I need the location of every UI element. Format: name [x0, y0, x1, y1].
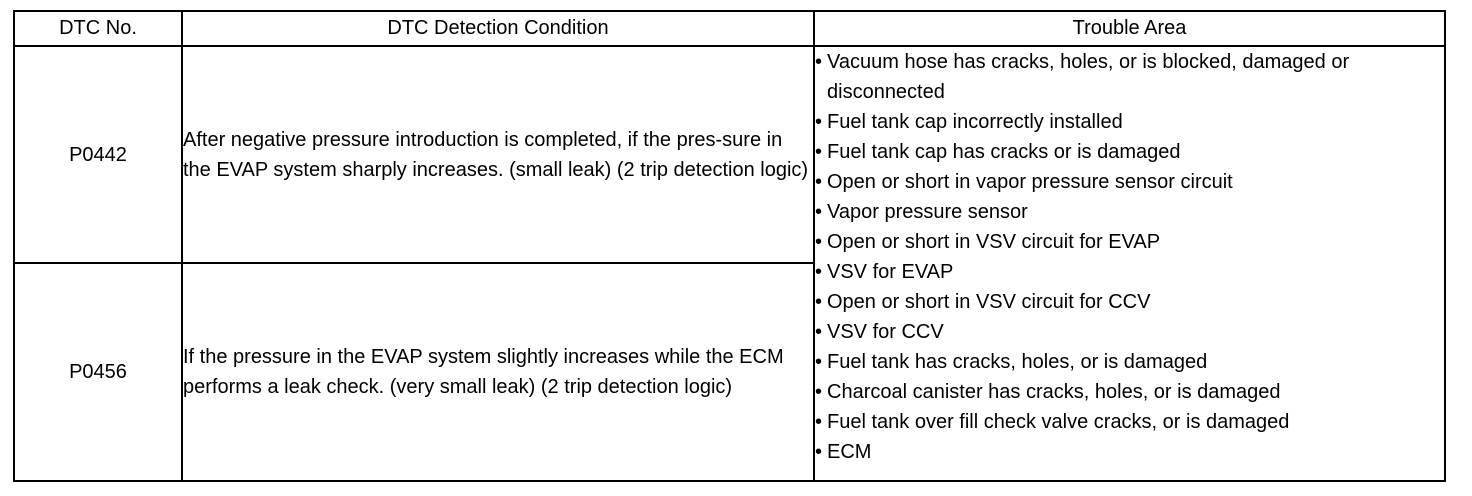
list-item	[815, 437, 1444, 467]
list-item	[815, 317, 1444, 347]
bullet-icon: •	[815, 231, 823, 253]
dtc-table	[13, 10, 1446, 482]
trouble-area-text: Open or short in VSV circuit for EVAP	[827, 231, 1161, 253]
trouble-area-text: VSV for EVAP	[827, 261, 954, 283]
trouble-area-text: Fuel tank has cracks, holes, or is damaged	[827, 351, 1208, 373]
header-trouble-area: Trouble Area	[814, 11, 1445, 46]
list-item	[815, 287, 1444, 317]
list-item	[815, 167, 1444, 197]
list-item	[815, 197, 1444, 227]
trouble-area-list	[815, 47, 1444, 467]
bullet-icon: •	[815, 351, 823, 373]
list-item	[815, 137, 1444, 167]
trouble-area-cell	[814, 46, 1445, 481]
trouble-area-text: VSV for CCV	[827, 321, 944, 343]
bullet-icon: •	[815, 111, 823, 133]
header-row	[14, 11, 1445, 46]
bullet-icon: •	[815, 291, 823, 313]
trouble-area-text: Vacuum hose has cracks, holes, or is blocked, damaged or disconnected	[827, 51, 1350, 103]
header-detection-condition: DTC Detection Condition	[182, 11, 814, 46]
bullet-icon: •	[815, 411, 823, 433]
header-dtc-no: DTC No.	[14, 11, 182, 46]
dtc-code-cell: P0442	[14, 46, 182, 263]
trouble-area-text: ECM	[827, 441, 872, 463]
trouble-area-text: Fuel tank over fill check valve cracks, or is damaged	[827, 411, 1290, 433]
list-item	[815, 47, 1444, 107]
table-row	[14, 46, 1445, 263]
list-item	[815, 407, 1444, 437]
trouble-area-text: Open or short in VSV circuit for CCV	[827, 291, 1151, 313]
bullet-icon: •	[815, 141, 823, 163]
list-item	[815, 347, 1444, 377]
bullet-icon: •	[815, 171, 823, 193]
list-item	[815, 227, 1444, 257]
bullet-icon: •	[815, 201, 823, 223]
bullet-icon: •	[815, 261, 823, 283]
trouble-area-text: Vapor pressure sensor	[827, 201, 1028, 223]
list-item	[815, 377, 1444, 407]
bullet-icon: •	[815, 51, 823, 73]
list-item	[815, 107, 1444, 137]
trouble-area-text: Charcoal canister has cracks, holes, or is damaged	[827, 381, 1281, 403]
bullet-icon: •	[815, 441, 823, 463]
trouble-area-text: Open or short in vapor pressure sensor circuit	[827, 171, 1233, 193]
list-item	[815, 257, 1444, 287]
bullet-icon: •	[815, 381, 823, 403]
trouble-area-text: Fuel tank cap has cracks or is damaged	[827, 141, 1181, 163]
detection-condition-cell: If the pressure in the EVAP system slightly increases while the ECM performs a leak check. (very small leak) (2 trip detection logic)	[182, 263, 814, 481]
detection-condition-cell: After negative pressure introduction is completed, if the pres-sure in the EVAP system sharply increases. (small leak) (2 trip detection logic)	[182, 46, 814, 263]
trouble-area-text: Fuel tank cap incorrectly installed	[827, 111, 1123, 133]
bullet-icon: •	[815, 321, 823, 343]
dtc-code-cell: P0456	[14, 263, 182, 481]
